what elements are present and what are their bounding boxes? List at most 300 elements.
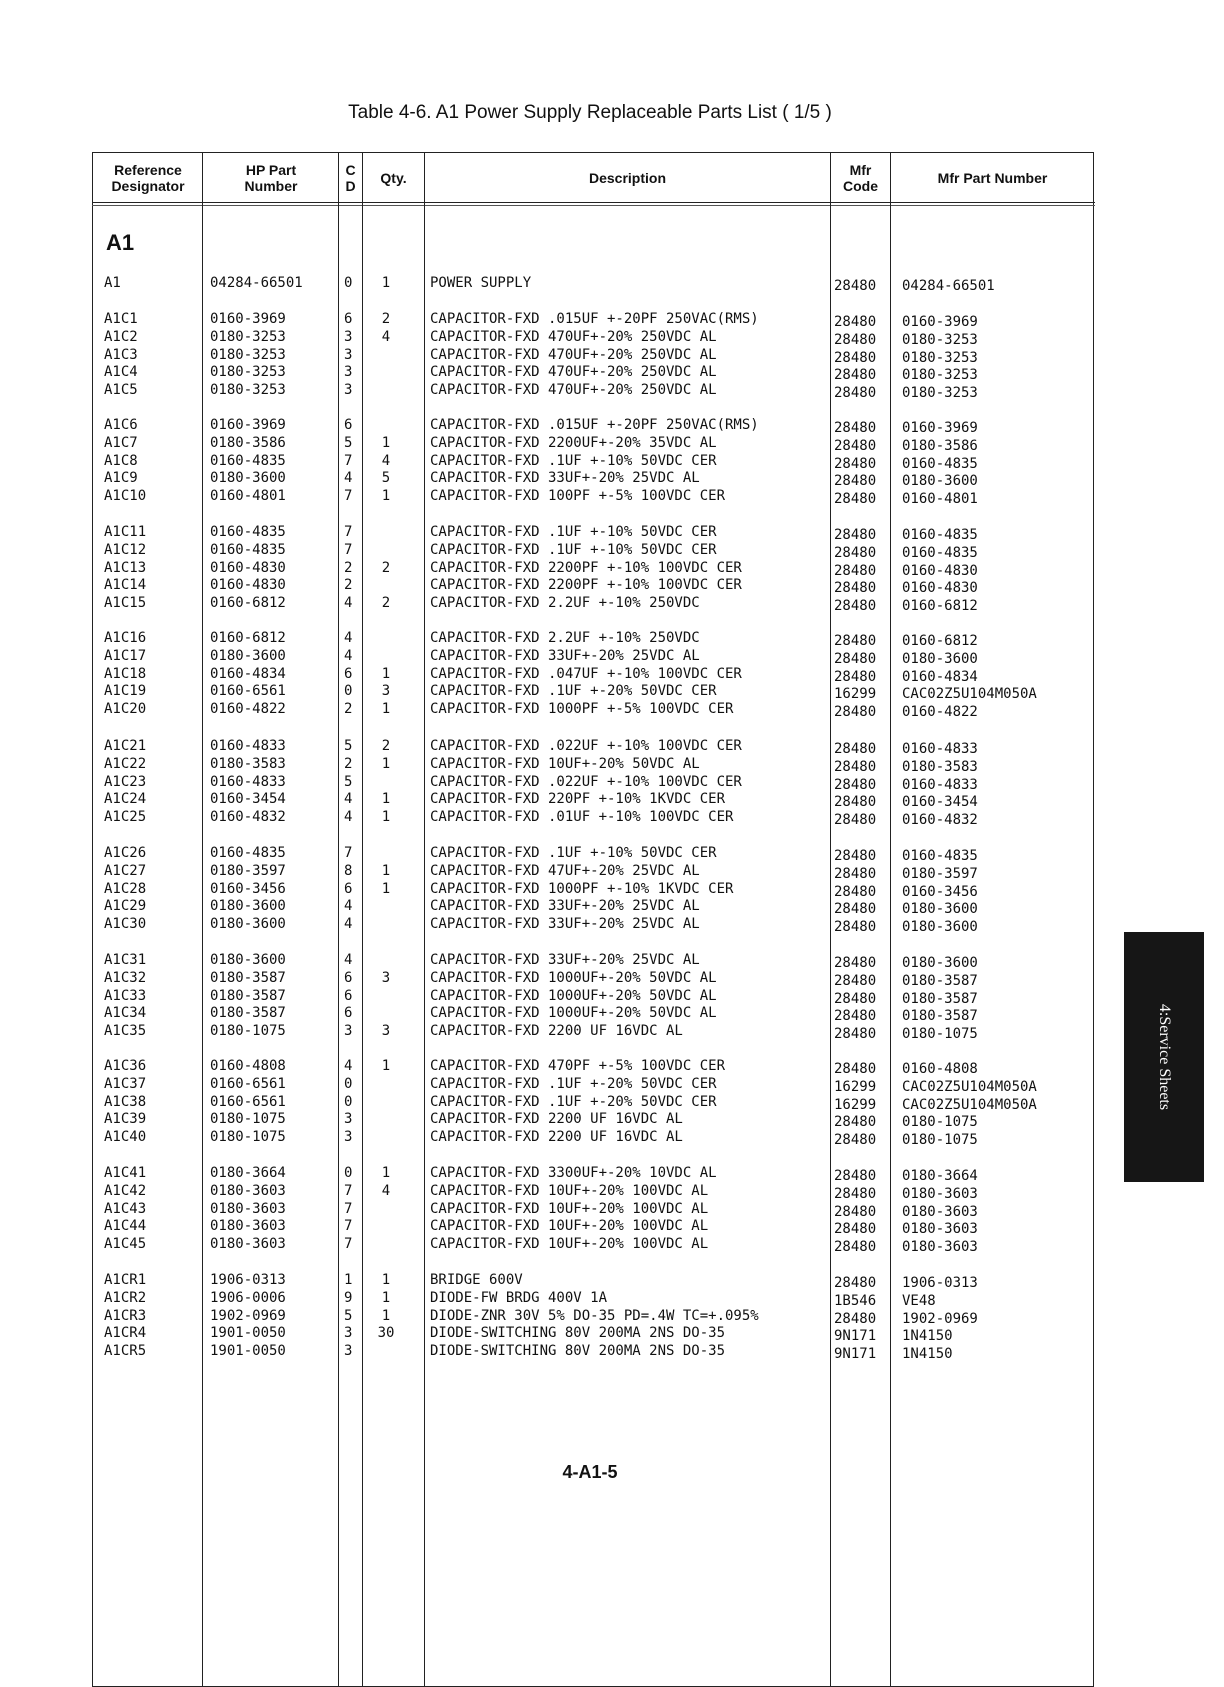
mfr-part-number: 0180-3600 [902,919,978,936]
cd-digit: 3 [344,1023,353,1040]
ref-designator: A1C26 [104,845,147,861]
hp-part-number: 0180-3253 [210,346,286,363]
mfr-part-number: 0180-3603 [902,1239,978,1256]
cd-digit: 2 [344,755,353,772]
mfr-code: 9N171 [834,1328,877,1345]
qty: 1 [381,1289,391,1306]
cd-digit: 0 [344,1075,353,1092]
ref-designator: A1C45 [104,1236,147,1253]
qty: 2 [381,559,391,576]
qty: 1 [381,1307,391,1324]
table-row [0,1093,1224,1111]
ref-designator: A1C9 [104,470,138,487]
description: POWER SUPPLY [430,275,532,291]
mfr-part-number: 0160-4801 [902,491,978,508]
ref-designator: A1C44 [104,1218,147,1235]
cd-digit: 6 [344,665,353,682]
hp-part-number: 0160-6561 [210,1093,286,1110]
table-row [0,346,1224,364]
cd-digit: 4 [344,630,353,646]
mfr-code: 28480 [834,455,877,472]
hp-part-number: 0180-3587 [210,987,286,1004]
hp-part-number: 0180-3603 [210,1200,286,1217]
description: CAPACITOR-FXD 2200PF +-10% 100VDC CER [430,559,742,576]
ref-designator: A1C8 [104,452,138,469]
description: CAPACITOR-FXD 2.2UF +-10% 250VDC [430,595,700,612]
table-row [0,1004,1224,1025]
mfr-code: 28480 [834,704,877,721]
mfr-code: 28480 [834,1221,877,1238]
mfr-code: 28480 [834,544,877,561]
mfr-part-number: 0180-3603 [902,1221,978,1238]
table-row [0,452,1224,470]
cd-digit: 4 [344,1058,353,1074]
table-row [0,880,1224,898]
ref-designator: A1C43 [104,1200,147,1217]
table-row [0,915,1224,936]
hp-part-number: 0160-4835 [210,524,286,540]
description: CAPACITOR-FXD 220PF +-10% 1KVDC CER [430,791,726,808]
mfr-code: 28480 [834,883,877,900]
mfr-part-number: CAC02Z5U104M050A [902,1096,1037,1113]
cd-digit: 3 [344,328,353,345]
cd-digit: 9 [344,1289,353,1306]
cd-digit: 6 [344,969,353,986]
cd-digit: 7 [344,1218,353,1235]
table-row [0,897,1224,918]
table-row [0,1075,1224,1093]
ref-designator: A1C1 [104,311,138,327]
table-row [0,1022,1224,1043]
description: CAPACITOR-FXD 470UF+-20% 250VDC AL [430,346,717,363]
hp-part-number: 0160-4833 [210,773,286,790]
cd-digit: 2 [344,577,353,594]
description: CAPACITOR-FXD .022UF +-10% 100VDC CER [430,773,742,790]
ref-designator: A1C37 [104,1075,147,1092]
hp-part-number: 0160-4830 [210,577,286,594]
mfr-code: 28480 [834,491,877,508]
hp-part-number: 0160-6812 [210,630,286,646]
mfr-code: 28480 [834,1239,877,1256]
table-row [0,700,1224,721]
mfr-part-number: 0180-3253 [902,367,978,384]
description: CAPACITOR-FXD 2200 UF 16VDC AL [430,1129,683,1146]
hp-part-number: 0160-4833 [210,738,286,754]
qty: 2 [381,595,391,612]
description: CAPACITOR-FXD 33UF+-20% 25VDC AL [430,898,700,915]
mfr-code: 28480 [834,1061,877,1077]
table-row [0,594,1224,615]
mfr-part-number: 0180-3253 [902,385,978,402]
qty: 1 [381,275,391,291]
table-row [0,629,1224,647]
ref-designator: A1C42 [104,1182,147,1199]
hp-part-number: 0180-3587 [210,969,286,986]
hp-part-number: 0160-4830 [210,559,286,576]
mfr-part-number: 1N4150 [902,1346,953,1363]
mfr-code: 28480 [834,473,877,490]
mfr-part-number: 0160-4830 [902,562,978,579]
qty: 1 [381,488,391,505]
table-row [0,1200,1224,1218]
mfr-code: 28480 [834,527,877,543]
qty: 1 [381,862,391,879]
mfr-part-number: 04284-66501 [902,278,995,294]
qty: 1 [381,791,391,808]
header-mfr-part-number: Mfr Part Number [937,170,1048,186]
ref-designator: A1C3 [104,346,138,363]
mfr-part-number: 0180-3600 [902,473,978,490]
description: CAPACITOR-FXD .01UF +-10% 100VDC CER [430,809,734,826]
description: CAPACITOR-FXD .1UF +-20% 50VDC CER [430,683,717,700]
cd-digit: 4 [344,595,353,612]
ref-designator: A1C5 [104,382,138,399]
ref-designator: A1C22 [104,755,147,772]
mfr-part-number: 1906-0313 [902,1275,978,1291]
ref-designator: A1C18 [104,665,147,682]
cd-digit: 3 [344,1343,353,1360]
table-row [0,1110,1224,1131]
qty: 1 [381,880,391,897]
description: CAPACITOR-FXD .1UF +-20% 50VDC CER [430,1075,717,1092]
table-row [0,737,1224,755]
hp-part-number: 0180-3600 [210,898,286,915]
hp-part-number: 0180-3583 [210,755,286,772]
mfr-part-number: 0180-3600 [902,650,978,667]
ref-designator: A1C41 [104,1165,147,1181]
header-description: Description [588,170,666,186]
qty: 3 [381,969,391,986]
group-label: A1 [106,230,135,255]
description: DIODE-FW BRDG 400V 1A [430,1289,608,1306]
mfr-part-number: 0180-1075 [902,1026,978,1043]
description: CAPACITOR-FXD .1UF +-10% 50VDC CER [430,524,717,540]
ref-designator: A1C17 [104,647,147,664]
hp-part-number: 04284-66501 [210,275,303,291]
cd-digit: 1 [344,1272,353,1288]
mfr-code: 28480 [834,794,877,811]
description: CAPACITOR-FXD 33UF+-20% 25VDC AL [430,916,700,933]
page-number: 4-A1-5 [562,1462,618,1482]
description: CAPACITOR-FXD 470PF +-5% 100VDC CER [430,1058,726,1074]
cd-digit: 6 [344,880,353,897]
mfr-part-number: 0180-3587 [902,972,978,989]
cd-digit: 5 [344,773,353,790]
hp-part-number: 0160-4835 [210,541,286,558]
description: CAPACITOR-FXD 2200 UF 16VDC AL [430,1023,683,1040]
mfr-code: 28480 [834,990,877,1007]
cd-digit: 6 [344,417,353,433]
description: CAPACITOR-FXD 2200 UF 16VDC AL [430,1111,683,1128]
mfr-code: 28480 [834,1310,877,1327]
mfr-part-number: 0180-3603 [902,1185,978,1202]
ref-designator: A1C7 [104,434,138,451]
cd-digit: 0 [344,683,353,700]
mfr-code: 28480 [834,633,877,649]
ref-designator: A1C30 [104,916,147,933]
cd-digit: 3 [344,364,353,381]
hp-part-number: 0160-3969 [210,311,286,327]
mfr-code: 28480 [834,1132,877,1149]
hp-part-number: 0180-3600 [210,470,286,487]
mfr-part-number: 0180-3600 [902,955,978,971]
mfr-part-number: 0180-3586 [902,437,978,454]
hp-part-number: 1906-0313 [210,1272,286,1288]
cd-digit: 4 [344,916,353,933]
header-hp-part-number: HP Part Number [244,162,298,194]
ref-designator: A1CR1 [104,1272,147,1288]
description: CAPACITOR-FXD 1000UF+-20% 50VDC AL [430,969,717,986]
table-row [0,1217,1224,1238]
description: CAPACITOR-FXD 2200UF+-20% 35VDC AL [430,434,717,451]
table-row [0,434,1224,452]
hp-part-number: 0160-4808 [210,1058,286,1074]
table-row [0,559,1224,577]
hp-part-number: 0160-6561 [210,1075,286,1092]
description: CAPACITOR-FXD .022UF +-10% 100VDC CER [430,738,742,754]
mfr-code: 28480 [834,278,877,294]
table-row [0,310,1224,328]
hp-part-number: 0180-3597 [210,862,286,879]
qty: 3 [381,1023,391,1040]
hp-part-number: 0180-3600 [210,916,286,933]
cd-digit: 6 [344,987,353,1004]
mfr-code: 28480 [834,367,877,384]
table-row [0,576,1224,597]
description: CAPACITOR-FXD .1UF +-20% 50VDC CER [430,1093,717,1110]
hp-part-number: 0160-4835 [210,452,286,469]
description: CAPACITOR-FXD 10UF+-20% 100VDC AL [430,1236,709,1253]
cd-digit: 6 [344,311,353,327]
mfr-part-number: 0180-3600 [902,901,978,918]
qty: 4 [381,1182,391,1199]
ref-designator: A1C28 [104,880,147,897]
hp-part-number: 0180-3253 [210,382,286,399]
table-row [0,274,1224,292]
page-title: Table 4-6. A1 Power Supply Replaceable Parts List ( 1/5 ) [348,102,832,123]
mfr-part-number: 0160-4808 [902,1061,978,1077]
hp-part-number: 0180-3600 [210,647,286,664]
mfr-code: 28480 [834,437,877,454]
mfr-part-number: 0160-4833 [902,741,978,757]
mfr-part-number: 0180-3587 [902,990,978,1007]
hp-part-number: 0160-4822 [210,701,286,718]
cd-digit: 4 [344,809,353,826]
mfr-part-number: 0180-3583 [902,758,978,775]
ref-designator: A1C11 [104,524,147,540]
qty: 30 [377,1325,395,1342]
table-row [0,1307,1224,1325]
cd-digit: 6 [344,1005,353,1022]
table-row [0,987,1224,1005]
hp-part-number: 0180-3253 [210,328,286,345]
ref-designator: A1C12 [104,541,147,558]
ref-designator: A1C25 [104,809,147,826]
qty: 1 [381,665,391,682]
table-row [0,381,1224,402]
qty: 4 [381,328,391,345]
table-row [0,1128,1224,1149]
description: CAPACITOR-FXD 2200PF +-10% 100VDC CER [430,577,742,594]
description: CAPACITOR-FXD 3300UF+-20% 10VDC AL [430,1165,717,1181]
mfr-part-number: 1N4150 [902,1328,953,1345]
ref-designator: A1C40 [104,1129,147,1146]
ref-designator: A1C6 [104,417,138,433]
hp-part-number: 0180-1075 [210,1023,286,1040]
mfr-part-number: 0160-4835 [902,848,978,864]
hp-part-number: 0160-3969 [210,417,286,433]
description: CAPACITOR-FXD 470UF+-20% 250VDC AL [430,328,717,345]
ref-designator: A1C10 [104,488,147,505]
ref-designator: A1 [104,275,121,291]
table-row [0,773,1224,791]
table-row [0,969,1224,987]
qty: 1 [381,1165,391,1181]
hp-part-number: 0160-4832 [210,809,286,826]
description: CAPACITOR-FXD .1UF +-10% 50VDC CER [430,452,717,469]
ref-designator: A1CR4 [104,1325,147,1342]
mfr-part-number: 0160-4822 [902,704,978,721]
cd-digit: 7 [344,1236,353,1253]
cd-digit: 0 [344,1165,353,1181]
mfr-part-number: 0180-1075 [902,1114,978,1131]
ref-designator: A1C23 [104,773,147,790]
ref-designator: A1C19 [104,683,147,700]
ref-designator: A1C29 [104,898,147,915]
header-mfr-code: Mfr Code [843,162,878,194]
hp-part-number: 0180-3586 [210,434,286,451]
ref-designator: A1CR3 [104,1307,147,1324]
section-tab-label: 4:Service Sheets [1156,1003,1173,1111]
mfr-part-number: 0160-4832 [902,812,978,829]
ref-designator: A1C13 [104,559,147,576]
table-row [0,1271,1224,1289]
hp-part-number: 0180-3253 [210,364,286,381]
mfr-code: 28480 [834,1185,877,1202]
description: CAPACITOR-FXD 47UF+-20% 25VDC AL [430,862,700,879]
cd-digit: 7 [344,452,353,469]
mfr-code: 28480 [834,650,877,667]
hp-part-number: 1906-0006 [210,1289,286,1306]
mfr-code: 28480 [834,385,877,402]
mfr-part-number: 0180-3664 [902,1168,978,1184]
cd-digit: 7 [344,524,353,540]
qty: 1 [381,755,391,772]
ref-designator: A1C34 [104,1005,147,1022]
hp-part-number: 1901-0050 [210,1343,286,1360]
mfr-code: 28480 [834,758,877,775]
mfr-code: 16299 [834,686,877,703]
hp-part-number: 0160-4834 [210,665,286,682]
ref-designator: A1C16 [104,630,147,646]
qty: 1 [381,701,391,718]
mfr-part-number: 0160-3969 [902,314,978,330]
cd-digit: 7 [344,541,353,558]
mfr-part-number: 0180-1075 [902,1132,978,1149]
cd-digit: 0 [344,1093,353,1110]
hp-part-number: 0180-3600 [210,952,286,968]
description: CAPACITOR-FXD 1000PF +-10% 1KVDC CER [430,880,734,897]
description: CAPACITOR-FXD 10UF+-20% 100VDC AL [430,1182,709,1199]
mfr-code: 28480 [834,919,877,936]
mfr-part-number: 0160-4833 [902,776,978,793]
table-row [0,1342,1224,1363]
qty: 2 [381,738,391,754]
cd-digit: 3 [344,1111,353,1128]
hp-part-number: 0160-6561 [210,683,286,700]
table-row [0,541,1224,559]
description: CAPACITOR-FXD 470UF+-20% 250VDC AL [430,382,717,399]
description: CAPACITOR-FXD 33UF+-20% 25VDC AL [430,952,700,968]
hp-part-number: 0180-1075 [210,1111,286,1128]
mfr-part-number: 0160-4835 [902,527,978,543]
cd-digit: 5 [344,738,353,754]
description: CAPACITOR-FXD 100PF +-5% 100VDC CER [430,488,726,505]
mfr-part-number: 0160-4835 [902,544,978,561]
description: CAPACITOR-FXD 470UF+-20% 250VDC AL [430,364,717,381]
table-row [0,665,1224,683]
mfr-code: 9N171 [834,1346,877,1363]
table-row [0,862,1224,880]
cd-digit: 7 [344,1200,353,1217]
qty: 1 [381,809,391,826]
mfr-part-number: 0160-4830 [902,580,978,597]
ref-designator: A1C38 [104,1093,147,1110]
ref-designator: A1C39 [104,1111,147,1128]
cd-digit: 5 [344,1307,353,1324]
cd-digit: 0 [344,275,353,291]
mfr-code: 28480 [834,562,877,579]
ref-designator: A1C31 [104,952,147,968]
mfr-code: 28480 [834,1008,877,1025]
mfr-part-number: 0180-3603 [902,1203,978,1220]
table-row [0,844,1224,862]
table-row [0,1164,1224,1182]
ref-designator: A1C36 [104,1058,147,1074]
mfr-code: 1B546 [834,1292,877,1309]
hp-part-number: 0180-1075 [210,1129,286,1146]
qty: 4 [381,452,391,469]
description: CAPACITOR-FXD 10UF+-20% 100VDC AL [430,1200,709,1217]
cd-digit: 3 [344,1325,353,1342]
description: CAPACITOR-FXD 33UF+-20% 25VDC AL [430,470,700,487]
mfr-part-number: 0160-3454 [902,794,978,811]
ref-designator: A1C14 [104,577,147,594]
table-row [0,808,1224,829]
mfr-code: 28480 [834,314,877,330]
ref-designator: A1C27 [104,862,147,879]
description: CAPACITOR-FXD .1UF +-10% 50VDC CER [430,541,717,558]
description: CAPACITOR-FXD 2.2UF +-10% 250VDC [430,630,700,646]
mfr-part-number: 0180-3597 [902,865,978,882]
mfr-code: 28480 [834,1168,877,1184]
mfr-part-number: CAC02Z5U104M050A [902,686,1037,703]
table-row [0,1057,1224,1075]
mfr-part-number: 1902-0969 [902,1310,978,1327]
ref-designator: A1C4 [104,364,138,381]
mfr-code: 28480 [834,741,877,757]
mfr-part-number: 0180-3253 [902,349,978,366]
ref-designator: A1C33 [104,987,147,1004]
mfr-part-number: 0180-3253 [902,331,978,348]
mfr-code: 28480 [834,776,877,793]
cd-digit: 3 [344,382,353,399]
description: CAPACITOR-FXD 1000UF+-20% 50VDC AL [430,987,717,1004]
table-row [0,328,1224,346]
mfr-code: 28480 [834,598,877,615]
table-row [0,523,1224,541]
table-row [0,755,1224,773]
